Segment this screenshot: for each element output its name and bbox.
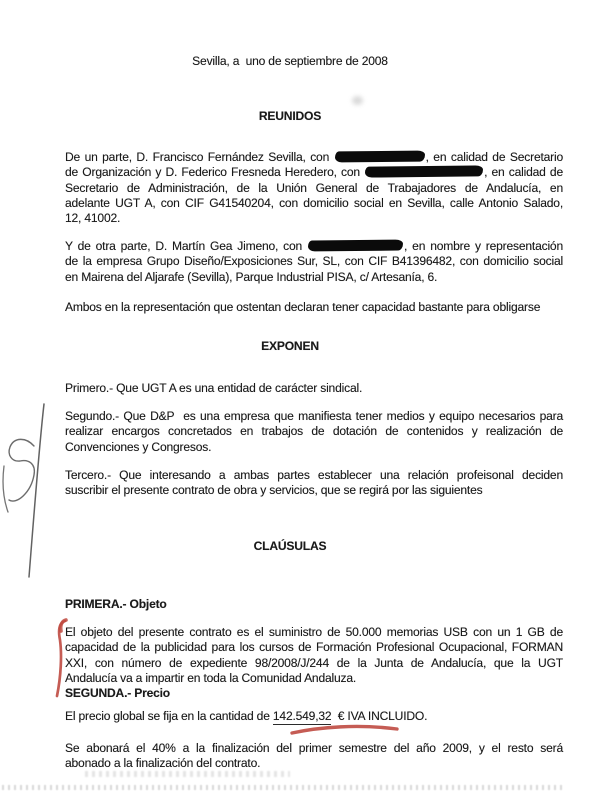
- text-line: [65, 409, 563, 424]
- text-segment: Y de otra parte, D. Martín Gea Jimeno, con: [65, 239, 308, 253]
- text-line: [65, 440, 563, 455]
- text-segment: capacidad de la publicidad para los cursos de Formación Profesional Ocupacional, FORMAN: [65, 640, 563, 655]
- text-line: [65, 165, 563, 180]
- heading-segunda-precio: SEGUNDA.- Precio: [65, 686, 170, 700]
- text-line: [65, 300, 563, 315]
- paragraph-parties-company: [65, 239, 563, 285]
- text-segment: Se abonará el 40% a la finalización del primer semestre del año 2009, y el resto será: [65, 741, 563, 755]
- text-segment: Secretario de Administración, de la Unión General de Trabajadores de Andalucía, en: [65, 180, 563, 195]
- text-segment: , en nombre y representación: [404, 239, 563, 253]
- text-line: [65, 196, 563, 211]
- text-line: [65, 150, 563, 165]
- text-segment: Ambos en la representación que ostentan declaran tener capacidad bastante para obligarse: [65, 300, 541, 314]
- pencil-squiggle-icon: [3, 466, 8, 512]
- paragraph-segundo: [65, 409, 563, 455]
- paragraph-capacity: [65, 300, 563, 315]
- text-segment: de Organización y D. Federico Fresneda Heredero, con: [65, 165, 365, 180]
- text-line: [65, 270, 563, 285]
- redacted-text: [365, 166, 483, 178]
- text-line: [65, 671, 563, 686]
- paragraph-tercero: [65, 468, 563, 499]
- text-segment: realizar encargos concretados en trabajos de dotación de contenidos y realización de: [65, 424, 563, 439]
- pencil-squiggle-icon: [9, 439, 34, 501]
- text-line: [65, 741, 563, 756]
- paragraph-parties-ugt: [65, 150, 563, 226]
- text-segment: abonado a la finalización del contrato.: [65, 756, 261, 771]
- scan-noise-strip: [85, 771, 290, 777]
- text-segment: Segundo.- Que D&P es una empresa que manifiesta tener medios y equipo necesarios para: [65, 409, 563, 423]
- text-line: [65, 656, 563, 671]
- text-segment: € IVA INCLUIDO.: [331, 709, 428, 723]
- text-segment: De un parte, D. Francisco Fernández Sevilla, con: [65, 150, 334, 164]
- text-line: [65, 468, 563, 483]
- paragraph-primero: [65, 381, 563, 396]
- text-line: [65, 211, 563, 226]
- red-underline-icon: [292, 726, 397, 733]
- text-segment: Convenciones y Congresos.: [65, 439, 212, 454]
- scan-noise-strip: [2, 785, 562, 790]
- text-segment: adelante UGT A, con CIF G41540204, con domicilio social en Sevilla, calle Antonio Salado,: [65, 195, 563, 210]
- text-line: [65, 254, 563, 269]
- heading-exponen: EXPONEN: [261, 339, 319, 353]
- text-segment: , en calidad de Secretario: [425, 150, 563, 164]
- scan-smudge: [352, 96, 363, 105]
- text-line: [65, 625, 563, 640]
- text-line: [65, 181, 563, 196]
- text-segment: El precio global se fija en la cantidad de: [65, 709, 273, 723]
- text-segment: de la empresa Grupo Diseño/Exposiciones Sur, SL, con CIF B41396482, con domicilio social: [65, 254, 563, 269]
- text-line: [65, 709, 563, 724]
- text-line: [65, 483, 563, 498]
- text-segment: Primero.- Que UGT A es una entidad de carácter sindical.: [65, 381, 363, 395]
- text-segment: XXI, con número de expediente 98/2008/J/244 de la Junta de Andalucía, que la UGT: [65, 655, 563, 670]
- date-line: Sevilla, a uno de septiembre de 2008: [192, 54, 388, 68]
- heading-clausulas: CLAÚSULAS: [253, 539, 327, 553]
- text-line: [65, 424, 563, 439]
- paragraph-precio: [65, 709, 563, 724]
- text-segment: suscribir el presente contrato de obra y servicios, que se regirá por las siguientes: [65, 483, 483, 498]
- text-segment: Andalucía va a impartir en toda la Comunidad Andaluza.: [65, 670, 357, 685]
- underlined-amount: 142.549,32: [272, 709, 332, 723]
- pencil-squiggle-icon: [29, 404, 44, 577]
- text-line: [65, 756, 563, 771]
- text-segment: Tercero.- Que interesando a ambas partes establecer una relación profeisonal deciden: [65, 468, 563, 482]
- heading-reunidos: REUNIDOS: [258, 109, 322, 123]
- text-segment: en Mairena del Aljarafe (Sevilla), Parque Industrial PISA, c/ Artesanía, 6.: [65, 269, 438, 284]
- redacted-text: [335, 151, 425, 163]
- text-segment: 12, 41002.: [65, 211, 121, 226]
- text-segment: El objeto del presente contrato es el suministro de 50.000 memorias USB con un 1 GB de: [65, 625, 563, 639]
- red-bracket-icon: [57, 621, 65, 696]
- text-line: [65, 640, 563, 655]
- redacted-text: [308, 240, 403, 252]
- text-line: [65, 239, 563, 254]
- text-segment: , en calidad de: [484, 165, 563, 180]
- heading-primera-objeto: PRIMERA.- Objeto: [65, 597, 167, 611]
- text-line: [65, 381, 563, 396]
- paragraph-pago: [65, 741, 563, 772]
- paragraph-objeto: [65, 625, 563, 686]
